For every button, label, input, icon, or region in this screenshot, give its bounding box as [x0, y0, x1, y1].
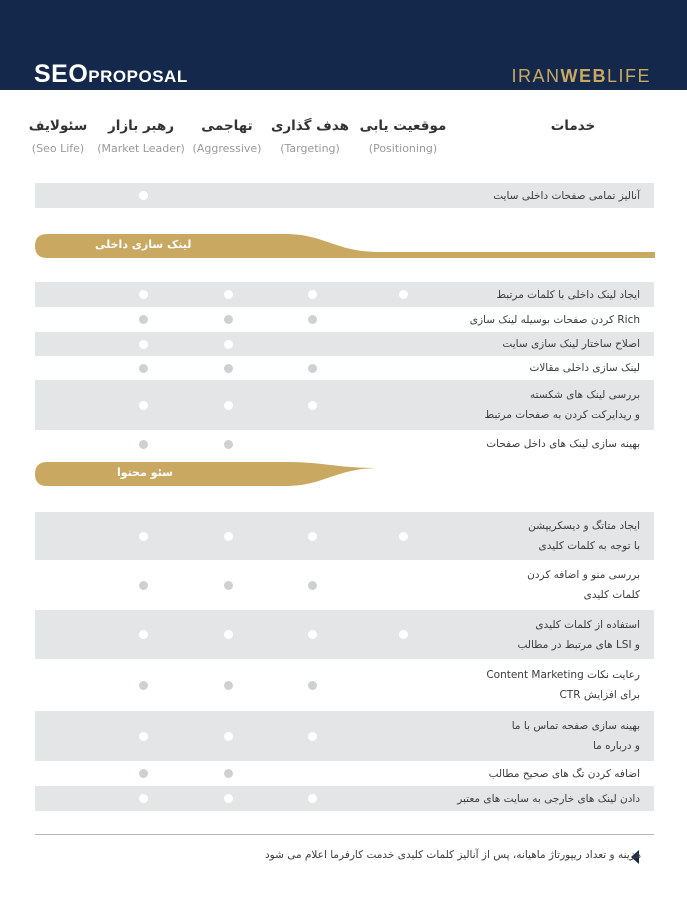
- included-dot-icon: [139, 630, 148, 639]
- service-label-line: آنالیز تمامی صفحات داخلی سایت: [493, 189, 640, 202]
- included-dot-icon: [139, 364, 148, 373]
- table-row: [35, 560, 654, 610]
- column-title: تهاجمی: [201, 118, 253, 134]
- included-dot-icon: [224, 401, 233, 410]
- included-dot-icon: [308, 532, 317, 541]
- included-dot-icon: [224, 581, 233, 590]
- included-dot-icon: [139, 191, 148, 200]
- table-row: [35, 282, 654, 307]
- column-title: هدف گذاری: [271, 118, 349, 134]
- column-subtitle: (Market Leader): [97, 142, 185, 155]
- brand-part-3: LIFE: [606, 66, 651, 86]
- header-bar: [0, 0, 687, 90]
- section-title: لینک سازی داخلی: [95, 238, 192, 251]
- service-label-line: لینک سازی داخلی مقالات: [529, 362, 640, 374]
- included-dot-icon: [399, 532, 408, 541]
- service-label-line: بررسی لینک های شکسته: [530, 389, 640, 401]
- included-dot-icon: [139, 532, 148, 541]
- footnote-text: هزینه و تعداد ریپورتاژ ماهیانه، پس از آنالیز کلمات کلیدی خدمت کارفرما اعلام می شود: [264, 849, 641, 861]
- included-dot-icon: [224, 290, 233, 299]
- service-label: [493, 186, 640, 206]
- included-dot-icon: [308, 732, 317, 741]
- column-subtitle: (Seo Life): [31, 142, 85, 155]
- included-dot-icon: [308, 794, 317, 803]
- table-row: [35, 659, 654, 711]
- included-dot-icon: [224, 440, 233, 449]
- included-dot-icon: [308, 364, 317, 373]
- service-label-line: با توجه به کلمات کلیدی: [538, 540, 640, 552]
- service-label-line: ایجاد متاتگ و دیسکریپشن: [528, 520, 640, 532]
- service-label: [528, 516, 640, 556]
- service-label-line: کلمات کلیدی: [583, 589, 640, 601]
- column-subtitle: (Aggressive): [192, 142, 262, 155]
- column-title: موقعیت یابی: [359, 118, 447, 134]
- included-dot-icon: [139, 794, 148, 803]
- service-label-line: و درباره ما: [592, 740, 640, 752]
- included-dot-icon: [308, 581, 317, 590]
- included-dot-icon: [224, 315, 233, 324]
- logo-seo-text: SEO: [34, 60, 89, 88]
- included-dot-icon: [224, 340, 233, 349]
- section-band-internal-linking: [35, 234, 655, 258]
- included-dot-icon: [308, 290, 317, 299]
- service-label: [489, 764, 640, 784]
- service-label: [486, 434, 640, 454]
- service-label: [527, 565, 640, 605]
- service-label-line: استفاده از کلمات کلیدی: [535, 618, 640, 631]
- service-label-line: دادن لینک های خارجی به سایت های معتبر: [457, 792, 640, 805]
- seo-proposal-logo: [34, 60, 188, 89]
- service-label-line: رعایت نکات Content Marketing: [486, 669, 640, 681]
- column-header-targeting: [271, 118, 349, 155]
- service-label: [512, 716, 640, 756]
- table-row: [35, 332, 654, 356]
- table-row: [35, 356, 654, 380]
- included-dot-icon: [224, 769, 233, 778]
- service-label-line: بهینه سازی لینک های داخل صفحات: [486, 438, 640, 450]
- included-dot-icon: [224, 630, 233, 639]
- included-dot-icon: [139, 769, 148, 778]
- table-row: [35, 786, 654, 811]
- service-label: [484, 385, 640, 425]
- table-row: [35, 307, 654, 332]
- included-dot-icon: [308, 401, 317, 410]
- included-dot-icon: [224, 794, 233, 803]
- column-subtitle: (Positioning): [368, 142, 438, 155]
- footer-divider: [35, 834, 654, 835]
- table-row: [35, 711, 654, 761]
- column-title: رهبر بازار: [107, 118, 175, 134]
- service-label-line: و ریدایرکت کردن به صفحات مرتبط: [484, 409, 640, 421]
- brand-logo: [511, 66, 651, 87]
- column-title: سئولایف: [28, 118, 88, 134]
- column-header-aggressive: [193, 118, 262, 155]
- included-dot-icon: [224, 681, 233, 690]
- column-header-services: [551, 118, 596, 142]
- column-subtitle: (Targeting): [280, 142, 340, 155]
- service-label-line: ایجاد لینک داخلی با کلمات مرتبط: [496, 288, 640, 301]
- logo-proposal-text: PROPOSAL: [88, 67, 188, 86]
- included-dot-icon: [399, 630, 408, 639]
- table-row: [35, 761, 654, 786]
- service-label: [517, 615, 640, 655]
- service-label: [470, 310, 640, 330]
- included-dot-icon: [224, 732, 233, 741]
- service-label-line: و LSI های مرتبط در مطالب: [517, 638, 640, 651]
- service-label: [496, 285, 640, 305]
- service-label: [502, 334, 640, 354]
- section-band-content-seo: [35, 462, 655, 486]
- column-title: خدمات: [550, 118, 596, 134]
- included-dot-icon: [308, 630, 317, 639]
- table-row: [35, 380, 654, 430]
- included-dot-icon: [308, 681, 317, 690]
- service-label-line: بهینه سازی صفحه تماس با ما: [511, 720, 640, 732]
- included-dot-icon: [139, 340, 148, 349]
- included-dot-icon: [399, 290, 408, 299]
- service-label-line: اصلاح ساختار لینک سازی سایت: [502, 338, 640, 350]
- table-row: [35, 183, 654, 208]
- column-header-market-leader: [97, 118, 185, 155]
- service-label: [457, 789, 640, 809]
- included-dot-icon: [139, 440, 148, 449]
- table-row: [35, 512, 654, 560]
- included-dot-icon: [308, 315, 317, 324]
- included-dot-icon: [139, 290, 148, 299]
- table-row: [35, 610, 654, 659]
- brand-part-1: IRAN: [511, 66, 561, 86]
- brand-part-2: WEB: [560, 66, 607, 86]
- service-label-line: برای افزایش CTR: [559, 689, 640, 701]
- included-dot-icon: [224, 532, 233, 541]
- section-title: سئو محتوا: [117, 466, 173, 479]
- included-dot-icon: [139, 681, 148, 690]
- included-dot-icon: [139, 732, 148, 741]
- included-dot-icon: [139, 401, 148, 410]
- column-header-seo-life: [29, 118, 87, 155]
- service-label-line: اضافه کردن تگ های صحیح مطالب: [488, 767, 640, 780]
- included-dot-icon: [139, 581, 148, 590]
- included-dot-icon: [139, 315, 148, 324]
- column-header-positioning: [360, 118, 447, 155]
- service-label-line: بررسی منو و اضافه کردن: [527, 569, 640, 581]
- included-dot-icon: [224, 364, 233, 373]
- service-label-line: Rich کردن صفحات بوسیله لینک سازی: [469, 313, 640, 326]
- service-label: [486, 665, 640, 705]
- table-row: [35, 430, 654, 458]
- service-label: [529, 358, 640, 378]
